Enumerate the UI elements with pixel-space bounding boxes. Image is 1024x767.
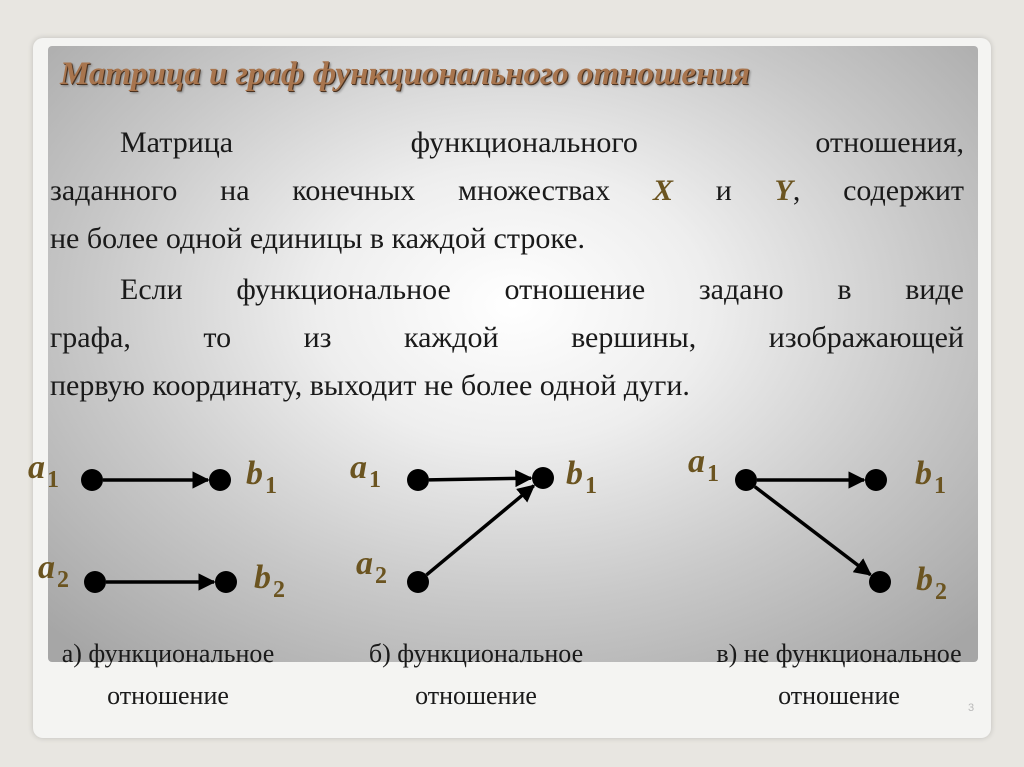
- paragraph-graph-line-3: первую координату, выходит не более одной дуги.: [50, 369, 690, 402]
- text-fragment: , содержит: [792, 174, 964, 207]
- arc-a1-to-b2: [755, 487, 871, 575]
- vertex-b2: [215, 571, 237, 593]
- graph-a: [28, 449, 285, 603]
- arc-a1-to-b1: [429, 478, 531, 480]
- vertex-b1: [865, 469, 887, 491]
- slide-title: Матрица и граф функционального отношения: [60, 56, 750, 92]
- vertex-label-b2: $b_2$: [254, 559, 285, 603]
- vertex-b2: [869, 571, 891, 593]
- slide-page-number: 3: [968, 702, 975, 714]
- set-y-variable: Y: [774, 174, 793, 207]
- caption-c-line-1: в) не функциональное: [716, 639, 962, 668]
- graph-b: [350, 449, 597, 593]
- caption-a-line-1: а) функциональное: [61, 639, 275, 668]
- graph-c: [688, 443, 947, 605]
- vertex-label-a1: $a_1$: [28, 449, 59, 493]
- caption-graph-b: [333, 633, 619, 717]
- caption-b-line-2: отношение: [415, 681, 537, 710]
- arc-a2-to-b1: [426, 486, 533, 575]
- set-x-variable: X: [652, 174, 673, 207]
- vertex-a1: [81, 469, 103, 491]
- vertex-a2: [407, 571, 429, 593]
- caption-graph-a: [27, 633, 309, 717]
- paragraph-graph-line-1: Если функциональное отношение задано в виде: [120, 273, 964, 306]
- vertex-b1: [532, 467, 554, 489]
- vertex-label-a1: $a_1$: [350, 449, 381, 493]
- vertex-label-a2: $a_2$: [38, 549, 69, 593]
- vertex-label-b1: $b_1$: [915, 455, 946, 499]
- paragraph-matrix-line-3: не более одной единицы в каждой строке.: [50, 222, 585, 255]
- caption-graph-c: [676, 633, 1002, 717]
- caption-c-line-2: отношение: [778, 681, 900, 710]
- caption-a-line-2: отношение: [107, 681, 229, 710]
- paragraph-graph-line-2: графа, то из каждой вершины, изображающей: [50, 321, 964, 354]
- caption-b-line-1: б) функциональное: [368, 639, 584, 668]
- text-fragment: заданного на конечных множествах: [50, 174, 653, 207]
- vertex-a1: [407, 469, 429, 491]
- vertex-a2: [84, 571, 106, 593]
- text-fragment: и: [672, 174, 775, 207]
- vertex-a1: [735, 469, 757, 491]
- vertex-label-b1: $b_1$: [246, 455, 277, 499]
- vertex-label-b1: $b_1$: [566, 455, 597, 499]
- vertex-label-b2: $b_2$: [916, 561, 947, 605]
- vertex-label-a1: $a_1$: [688, 443, 719, 487]
- paragraph-matrix-line-1: Матрица функционального отношения,: [120, 126, 964, 159]
- vertex-b1: [209, 469, 231, 491]
- vertex-label-a2: $a_2$: [356, 545, 387, 589]
